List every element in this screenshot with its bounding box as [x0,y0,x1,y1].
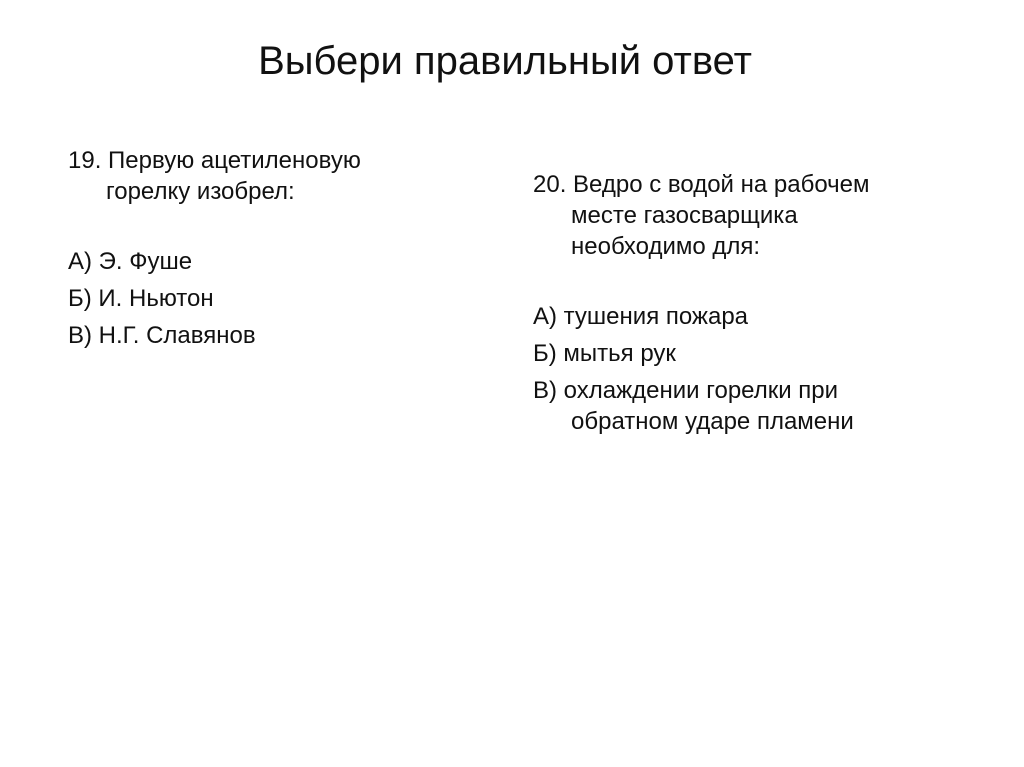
question-20-line-2: месте газосварщика [571,202,798,229]
question-19-option-c: В) Н.Г. Славянов [68,322,256,349]
question-19-block [68,145,448,357]
question-19-line-1: 19. Первую ацетиленовую [68,147,361,174]
question-19-option-a: А) Э. Фуше [68,248,193,275]
question-19-line-2: горелку изобрел: [106,178,295,205]
question-20-line-1: 20. Ведро с водой на рабочем [533,171,870,198]
question-20-option-b: Б) мытья рук [533,340,676,367]
question-20-option-c-line-2: обратном ударе пламени [571,408,854,435]
question-20-option-a: А) тушения пожара [533,303,749,330]
question-20-line-3: необходимо для: [571,233,761,260]
question-20-block [533,169,933,443]
question-20-option-c-line-1: В) охлаждении горелки при [533,377,839,404]
question-19-text [68,145,448,207]
question-20-option-c [533,375,933,437]
slide-title: Выбери правильный ответ [258,39,752,83]
question-20-text [533,169,933,262]
question-19-option-b: Б) И. Ньютон [68,285,214,312]
